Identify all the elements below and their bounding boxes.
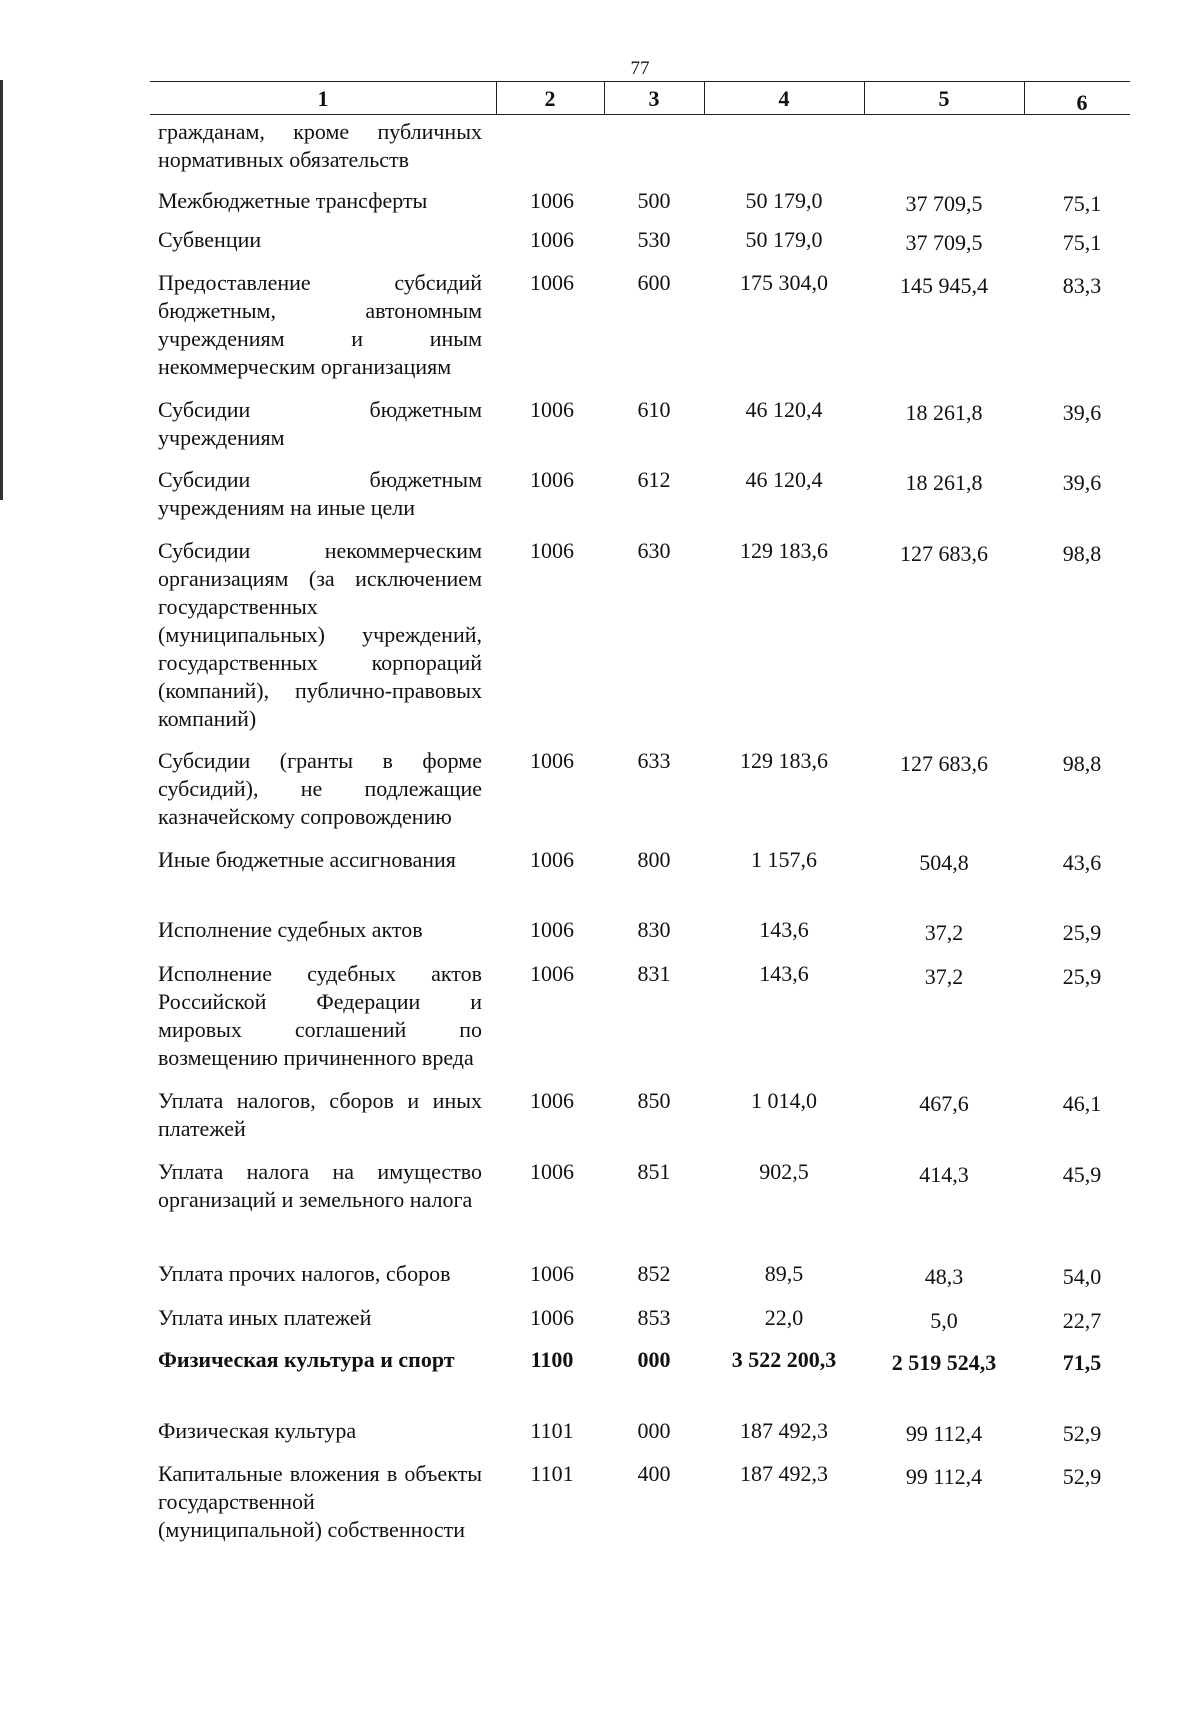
row-section-code: 1006 <box>530 847 574 872</box>
scan-edge-mark <box>0 80 3 500</box>
row-actual-amount: 504,8 <box>919 850 969 875</box>
page-number: 77 <box>630 58 650 79</box>
row-planned-amount: 1 157,6 <box>751 847 817 872</box>
row-actual-amount: 467,6 <box>919 1091 969 1116</box>
row-label: Исполнение судебных актов Российской Федерации и мировых соглашений по возмещению причиненного вреда <box>158 961 482 1070</box>
row-section-code: 1006 <box>530 1088 574 1113</box>
row-planned-amount: 22,0 <box>764 1305 804 1330</box>
row-label: Субсидии бюджетным учреждениям <box>158 397 482 450</box>
row-expense-code: 853 <box>637 1305 671 1330</box>
row-percent: 98,8 <box>1062 751 1102 776</box>
row-section-code: 1100 <box>530 1347 574 1372</box>
row-planned-amount: 46 120,4 <box>745 467 823 492</box>
row-label: Предоставление субсидий бюджетным, автономным учреждениям и иным некоммерческим организациям <box>158 270 482 379</box>
row-percent: 75,1 <box>1062 230 1102 255</box>
row-expense-code: 800 <box>637 847 671 872</box>
row-percent: 39,6 <box>1062 400 1102 425</box>
row-expense-code: 000 <box>637 1347 671 1372</box>
row-label: Уплата налогов, сборов и иных платежей <box>158 1088 482 1141</box>
row-expense-code: 400 <box>637 1461 671 1486</box>
row-label: Субсидии некоммерческим организациям (за исключением государственных (муниципальных) учреждений, государственных корпораций (компаний), публично-правовых компаний) <box>158 538 482 731</box>
row-expense-code: 851 <box>637 1159 671 1184</box>
row-planned-amount: 50 179,0 <box>745 188 823 213</box>
row-actual-amount: 37 709,5 <box>905 230 983 255</box>
row-actual-amount: 127 683,6 <box>900 751 988 776</box>
row-label: Субсидии бюджетным учреждениям на иные цели <box>158 467 482 520</box>
row-expense-code: 500 <box>637 188 671 213</box>
column-header-3: 3 <box>648 86 660 111</box>
row-label: Физическая культура и спорт <box>158 1347 455 1372</box>
row-planned-amount: 50 179,0 <box>745 227 823 252</box>
row-section-code: 1006 <box>530 397 574 422</box>
row-planned-amount: 175 304,0 <box>740 270 828 295</box>
row-expense-code: 600 <box>637 270 671 295</box>
row-percent: 83,3 <box>1062 273 1102 298</box>
row-percent: 45,9 <box>1062 1162 1102 1187</box>
column-header-1: 1 <box>317 86 329 111</box>
row-label: гражданам, кроме публичных нормативных обязательств <box>158 119 482 172</box>
column-header-4: 4 <box>778 86 790 111</box>
row-expense-code: 850 <box>637 1088 671 1113</box>
row-section-code: 1006 <box>530 538 574 563</box>
row-actual-amount: 2 519 524,3 <box>891 1350 997 1375</box>
row-label: Межбюджетные трансферты <box>158 188 428 213</box>
table-header-top-rule <box>150 81 1130 82</box>
row-section-code: 1101 <box>530 1418 574 1443</box>
row-planned-amount: 143,6 <box>759 961 809 986</box>
row-section-code: 1006 <box>530 188 574 213</box>
row-percent: 54,0 <box>1062 1264 1102 1289</box>
row-planned-amount: 143,6 <box>759 917 809 942</box>
row-label: Физическая культура <box>158 1418 357 1443</box>
row-actual-amount: 5,0 <box>930 1308 958 1333</box>
column-header-5: 5 <box>938 86 950 111</box>
row-label: Капитальные вложения в объекты государственной (муниципальной) собственности <box>158 1461 482 1542</box>
row-percent: 71,5 <box>1062 1350 1102 1375</box>
row-label: Исполнение судебных актов <box>158 917 423 942</box>
row-expense-code: 831 <box>637 961 671 986</box>
row-actual-amount: 99 112,4 <box>905 1464 983 1489</box>
row-percent: 52,9 <box>1062 1421 1102 1446</box>
row-percent: 46,1 <box>1062 1091 1102 1116</box>
row-actual-amount: 48,3 <box>924 1264 964 1289</box>
row-percent: 39,6 <box>1062 470 1102 495</box>
row-planned-amount: 187 492,3 <box>740 1418 828 1443</box>
row-label: Иные бюджетные ассигнования <box>158 847 456 872</box>
row-percent: 25,9 <box>1062 964 1102 989</box>
row-percent: 75,1 <box>1062 191 1102 216</box>
row-planned-amount: 902,5 <box>759 1159 809 1184</box>
row-actual-amount: 18 261,8 <box>905 470 983 495</box>
row-section-code: 1101 <box>530 1461 574 1486</box>
row-expense-code: 630 <box>637 538 671 563</box>
row-planned-amount: 46 120,4 <box>745 397 823 422</box>
row-section-code: 1006 <box>530 1305 574 1330</box>
row-section-code: 1006 <box>530 467 574 492</box>
row-planned-amount: 89,5 <box>764 1261 804 1286</box>
row-actual-amount: 37,2 <box>924 920 964 945</box>
row-label: Уплата налога на имущество организаций и земельного налога <box>158 1159 482 1212</box>
row-actual-amount: 18 261,8 <box>905 400 983 425</box>
row-section-code: 1006 <box>530 961 574 986</box>
row-actual-amount: 99 112,4 <box>905 1421 983 1446</box>
row-expense-code: 633 <box>637 748 671 773</box>
row-section-code: 1006 <box>530 917 574 942</box>
row-expense-code: 830 <box>637 917 671 942</box>
row-expense-code: 000 <box>637 1418 671 1443</box>
row-actual-amount: 414,3 <box>919 1162 969 1187</box>
row-section-code: 1006 <box>530 748 574 773</box>
row-percent: 22,7 <box>1062 1308 1102 1333</box>
row-actual-amount: 127 683,6 <box>900 541 988 566</box>
row-label: Субсидии (гранты в форме субсидий), не подлежащие казначейскому сопровождению <box>158 748 482 829</box>
row-planned-amount: 3 522 200,3 <box>731 1347 837 1372</box>
row-percent: 43,6 <box>1062 850 1102 875</box>
row-planned-amount: 129 183,6 <box>740 538 828 563</box>
row-expense-code: 610 <box>637 397 671 422</box>
row-section-code: 1006 <box>530 1261 574 1286</box>
row-actual-amount: 37,2 <box>924 964 964 989</box>
row-percent: 98,8 <box>1062 541 1102 566</box>
row-planned-amount: 187 492,3 <box>740 1461 828 1486</box>
row-section-code: 1006 <box>530 1159 574 1184</box>
column-header-6: 6 <box>1076 90 1088 115</box>
row-label: Субвенции <box>158 227 262 252</box>
row-label: Уплата прочих налогов, сборов <box>158 1261 451 1286</box>
row-expense-code: 612 <box>637 467 671 492</box>
row-percent: 52,9 <box>1062 1464 1102 1489</box>
row-expense-code: 530 <box>637 227 671 252</box>
column-header-2: 2 <box>544 86 556 111</box>
row-percent: 25,9 <box>1062 920 1102 945</box>
row-section-code: 1006 <box>530 227 574 252</box>
row-planned-amount: 1 014,0 <box>751 1088 817 1113</box>
row-section-code: 1006 <box>530 270 574 295</box>
row-label: Уплата иных платежей <box>158 1305 372 1330</box>
row-expense-code: 852 <box>637 1261 671 1286</box>
row-actual-amount: 37 709,5 <box>905 191 983 216</box>
row-actual-amount: 145 945,4 <box>900 273 988 298</box>
row-planned-amount: 129 183,6 <box>740 748 828 773</box>
table-header-bottom-rule <box>150 114 1130 115</box>
